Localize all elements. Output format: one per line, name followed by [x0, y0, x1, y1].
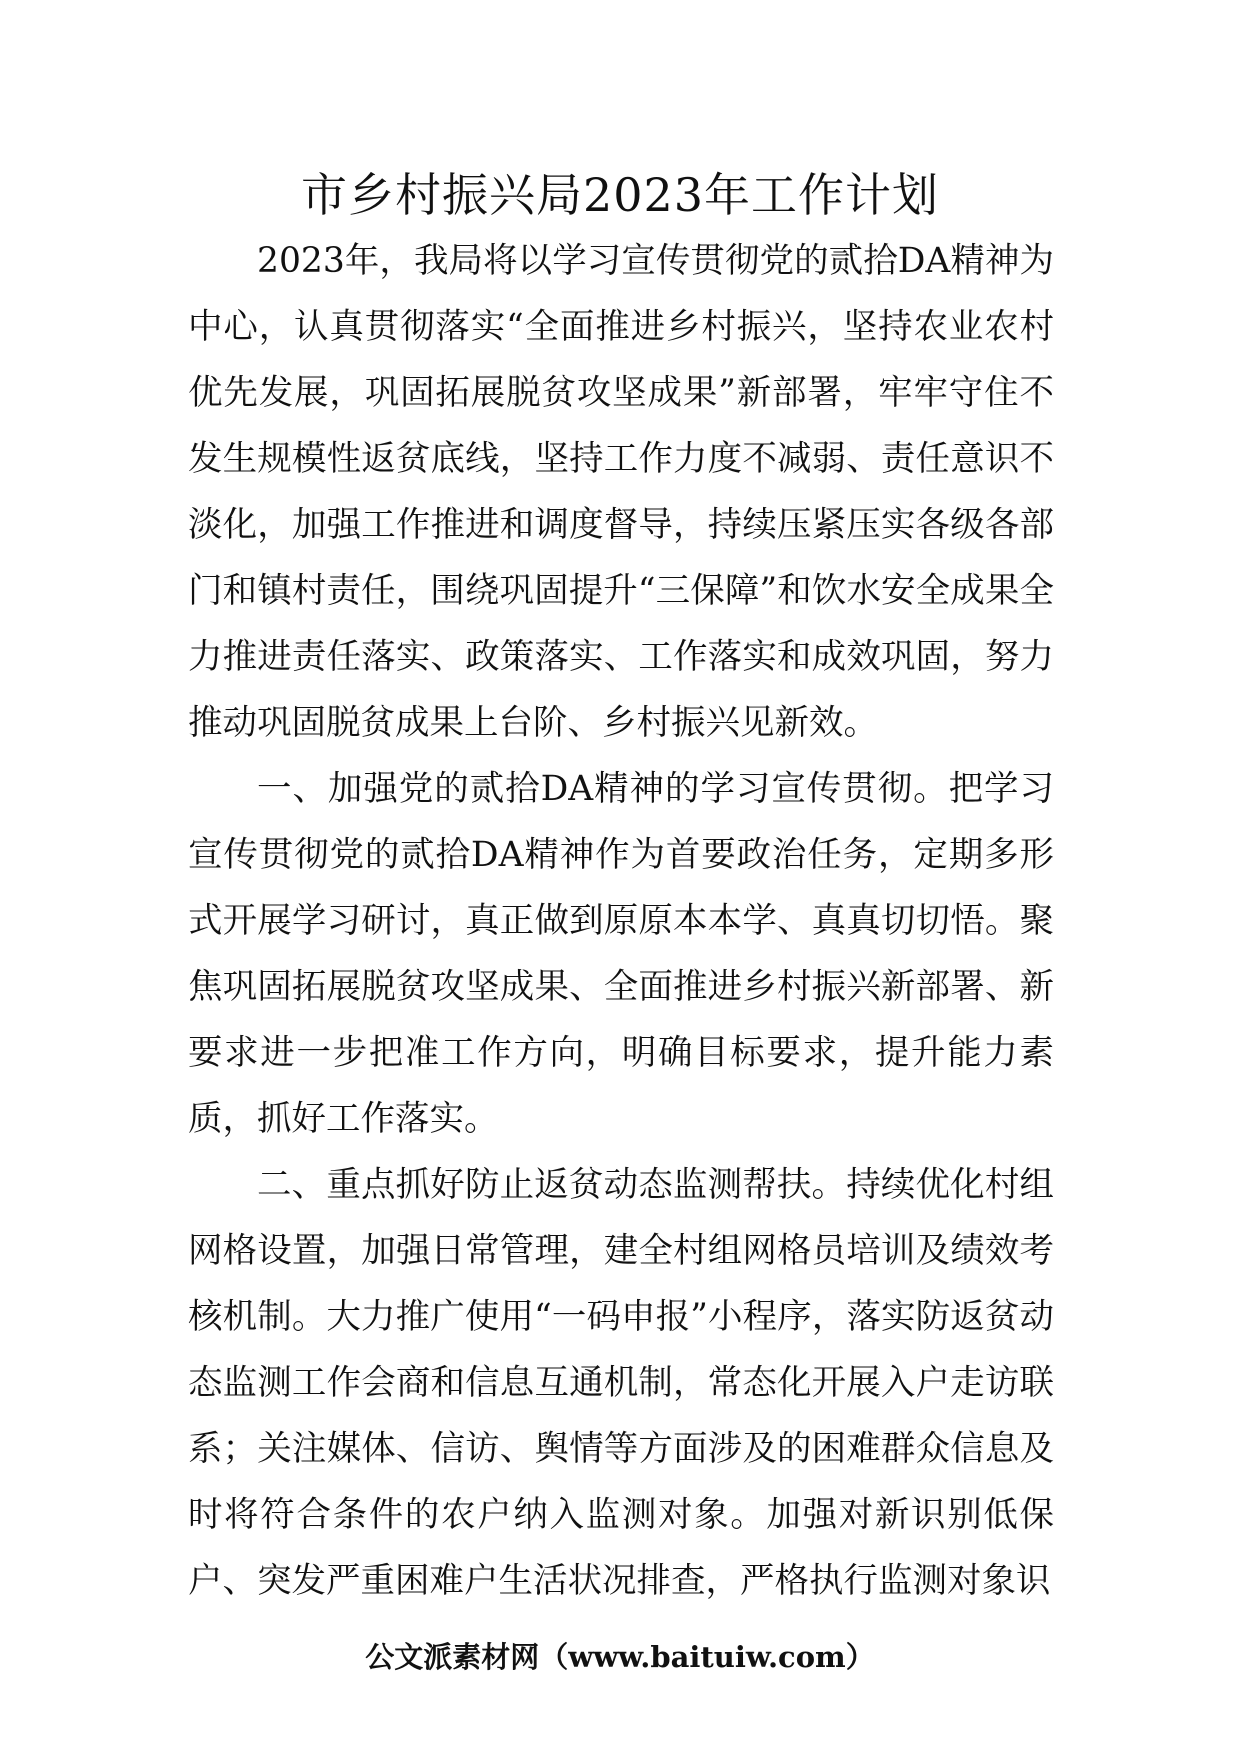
paragraph-section-1: 一、加强党的贰拾DA精神的学习宣传贯彻。把学习宣传贯彻党的贰拾DA精神作为首要政治任务，定期多形式开展学习研讨，真正做到原原本本学、真真切切悟。聚焦巩固拓展脱贫攻坚成果、全面推进乡村振兴新部署、新要求进一步把准工作方向，明确目标要求，提升能力素质，抓好工作落实。 — [188, 769, 1054, 1139]
paragraph-section-2: 二、重点抓好防止返贫动态监测帮扶。持续优化村组网格设置，加强日常管理，建全村组网格员培训及绩效考核机制。大力推广使用“一码申报”小程序，落实防返贫动态监测工作会商和信息互通机制，常态化开展入户走访联系；关注媒体、信访、舆情等方面涉及的困难群众信息及时将符合条件的农户纳入监测对象。加强对新识别低保户、突发严重困难户生活状况排查，严格执行监测对象识 — [188, 1165, 1054, 1601]
watermark-footer: 公文派素材网（www.baituiw.com） — [365, 1640, 875, 1674]
document-title: 市乡村振兴局2023年工作计划 — [300, 168, 940, 222]
document-body — [188, 228, 1054, 1614]
paragraph-intro: 2023年，我局将以学习宣传贯彻党的贰拾DA精神为中心，认真贯彻落实“全面推进乡村振兴，坚持农业农村优先发展，巩固拓展脱贫攻坚成果”新部署，牢牢守住不发生规模性返贫底线，坚持工作力度不减弱、责任意识不淡化，加强工作推进和调度督导，持续压紧压实各级各部门和镇村责任，围绕巩固提升“三保障”和饮水安全成果全力推进责任落实、政策落实、工作落实和成效巩固，努力推动巩固脱贫成果上台阶、乡村振兴见新效。 — [188, 241, 1054, 743]
